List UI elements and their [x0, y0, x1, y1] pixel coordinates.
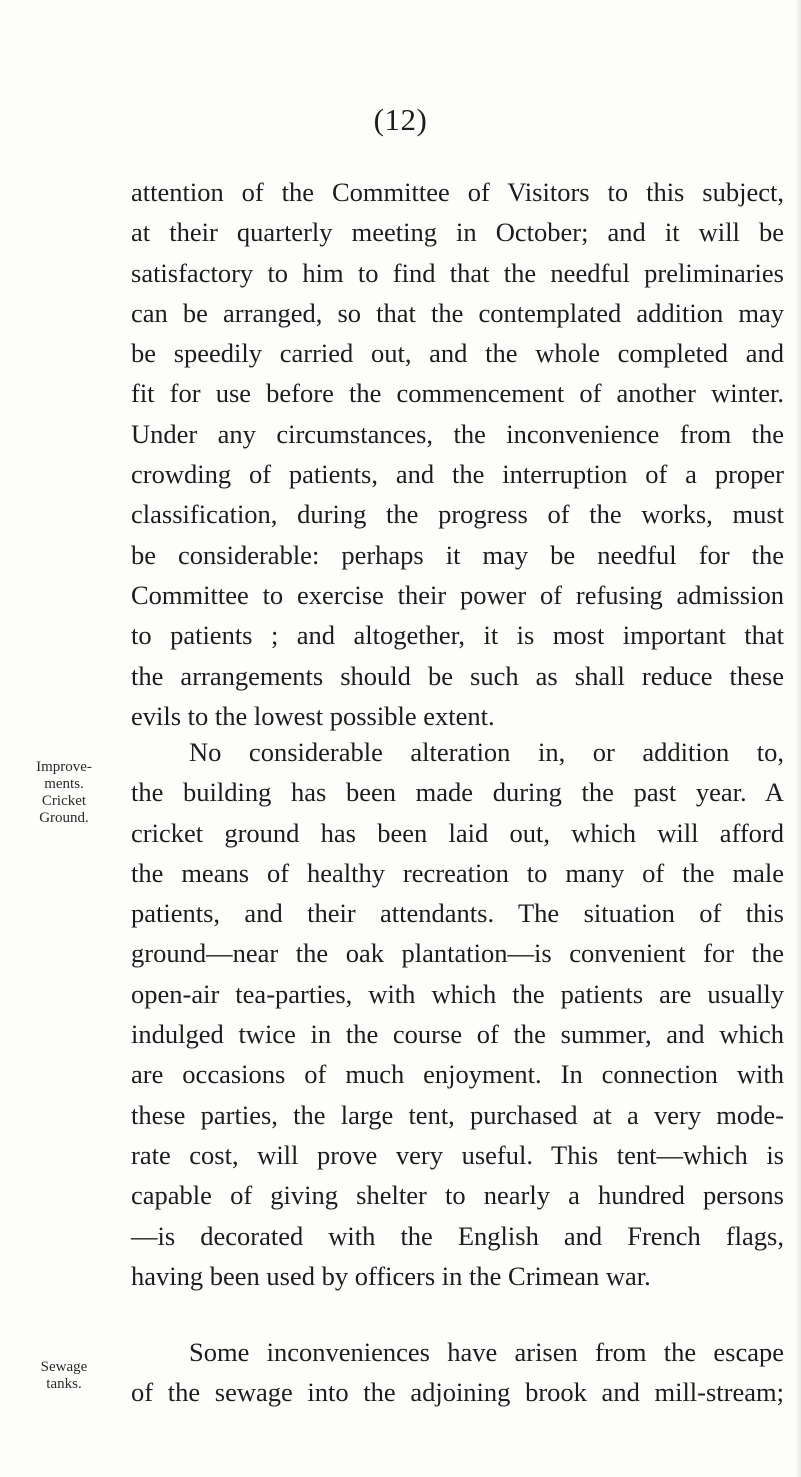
margin-note-line: Ground. [39, 810, 89, 826]
text-line: crowding of patients, and the interruption of a proper [131, 459, 784, 490]
text-line: open-air tea-parties, with which the patients are usually [131, 978, 784, 1009]
text-line: evils to the lowest possible extent. [131, 700, 495, 731]
text-line: rate cost, will prove very useful. This tent—which is [131, 1139, 784, 1170]
text-line: of the sewage into the adjoining brook and mill-stream; [131, 1377, 784, 1408]
text-line: having been used by officers in the Crimean war. [131, 1260, 651, 1291]
text-line: patients, and their attendants. The situation of this [131, 898, 784, 929]
text-line: capable of giving shelter to nearly a hundred persons [131, 1180, 784, 1211]
text-line: indulged twice in the course of the summer, and which [131, 1019, 784, 1050]
margin-note-line: Improve- [36, 759, 92, 775]
text-line: these parties, the large tent, purchased at a very mode- [131, 1099, 784, 1130]
text-line: be speedily carried out, and the whole completed and [131, 338, 784, 369]
margin-note-line: ments. [44, 776, 84, 792]
text-line: be considerable: perhaps it may be needful for the [131, 539, 784, 570]
text-line: are occasions of much enjoyment. In connection with [131, 1059, 784, 1090]
page-number: (12) [373, 102, 428, 137]
margin-note-improvements [0, 759, 128, 827]
text-line: at their quarterly meeting in October; and it will be [131, 217, 784, 248]
text-line: No considerable alteration in, or addition to, [189, 737, 784, 767]
text-line: the building has been made during the past year. A [131, 777, 784, 808]
text-line: to patients ; and altogether, it is most important that [131, 620, 784, 651]
text-line: can be arranged, so that the contemplated addition may [131, 297, 784, 328]
text-line: Under any circumstances, the inconvenience from the [131, 418, 784, 449]
text-line: cricket ground has been laid out, which will afford [131, 817, 784, 848]
margin-note-line: Sewage [40, 1359, 88, 1375]
page-edge-shadow [795, 0, 801, 1477]
text-line: satisfactory to him to find that the needful preliminaries [131, 257, 784, 288]
text-line: fit for use before the commencement of another winter. [131, 378, 784, 409]
margin-note-line: tanks. [46, 1376, 82, 1392]
text-line: the means of healthy recreation to many of the male [131, 857, 784, 888]
paragraph-2 [131, 732, 784, 1296]
text-line: classification, during the progress of the works, must [131, 499, 784, 530]
text-line: Committee to exercise their power of refusing admission [131, 579, 784, 610]
text-line: ground—near the oak plantation—is convenient for the [131, 938, 784, 969]
paragraph-3 [131, 1332, 784, 1413]
margin-note-line: Cricket [41, 793, 87, 809]
text-line: Some inconveniences have arisen from the escape [189, 1337, 784, 1367]
margin-note-sewage [0, 1359, 128, 1393]
paragraph-1 [131, 172, 784, 736]
text-line: —is decorated with the English and French flags, [131, 1220, 784, 1251]
text-line: the arrangements should be such as shall reduce these [131, 660, 784, 691]
text-line: attention of the Committee of Visitors to this subject, [131, 177, 784, 207]
